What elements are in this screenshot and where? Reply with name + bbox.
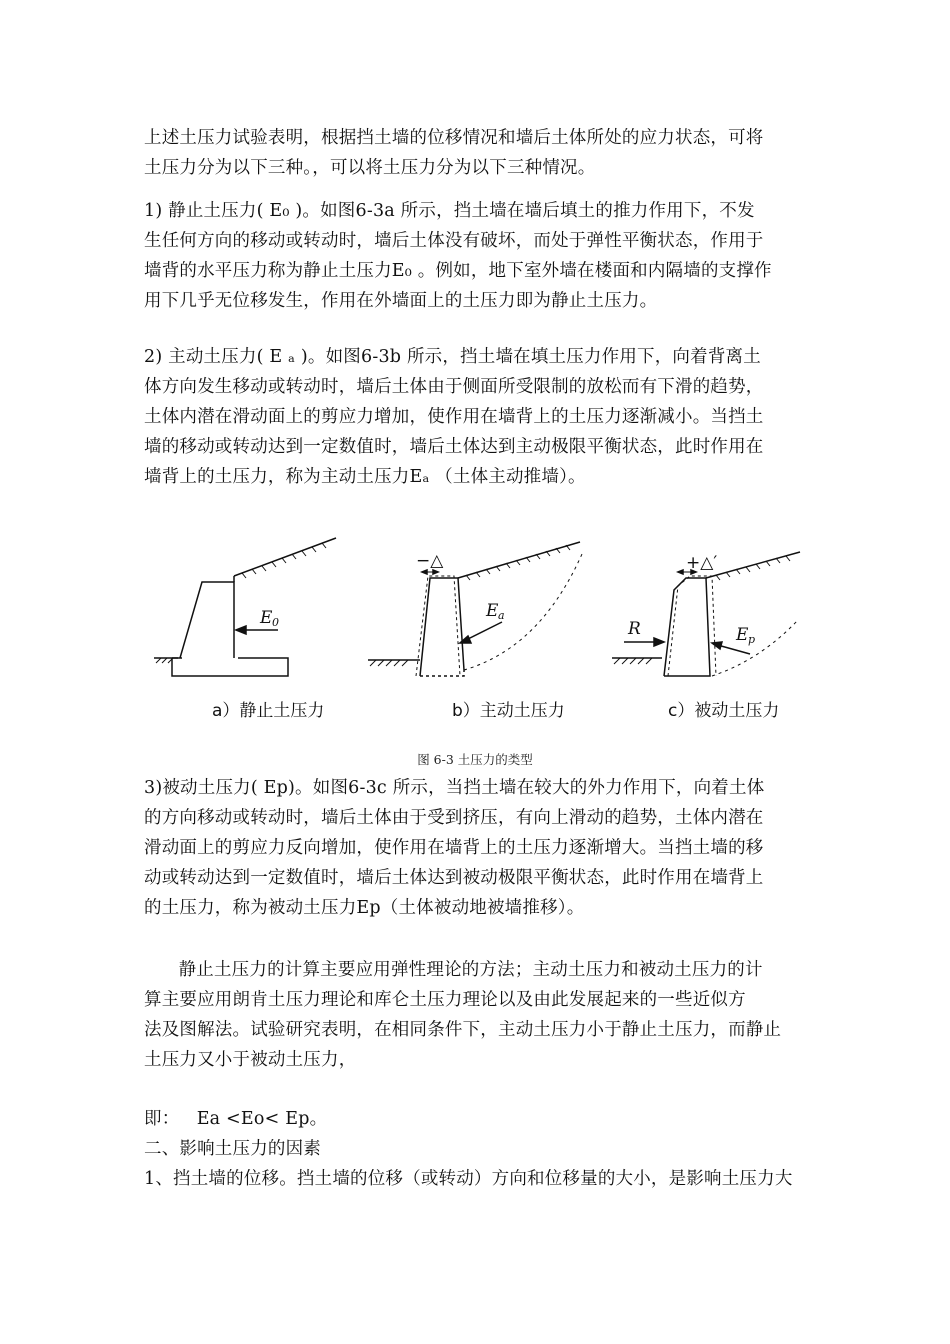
panel-a-label: a）静止土压力: [212, 701, 325, 721]
paragraph-influencing-factors: [144, 1104, 812, 1194]
panel-b-label: b）主动土压力: [452, 701, 565, 721]
text-line: 静止土压力的计算主要应用弹性理论的方法；主动土压力和被动土压力的计: [144, 960, 763, 980]
text-line: 算主要应用朗肯土压力理论和库仑土压力理论以及由此发展起来的一些近似方: [144, 990, 746, 1010]
force-label-r: R: [628, 619, 641, 639]
text-line: 动或转动达到一定数值时，墙后土体达到被动极限平衡状态，此时作用在墙背上: [144, 868, 764, 888]
text-line: 墙的移动或转动达到一定数值时，墙后土体达到主动极限平衡状态，此时作用在: [144, 437, 764, 457]
text-line: 的方向移动或转动时，墙后土体由于受到挤压，有向上滑动的趋势，土体内潜在: [144, 808, 764, 828]
earth-pressure-types-figure: [150, 530, 810, 730]
panel-a-at-rest: [154, 538, 336, 676]
force-label-e0-sub: 0: [272, 616, 279, 629]
text-line: 体方向发生移动或转动时，墙后土体由于侧面所受限制的放松而有下滑的趋势，: [144, 377, 764, 397]
force-label-ea-sub: a: [498, 609, 505, 622]
paragraph-calculation-methods: [144, 955, 812, 1075]
text-line: 1) 静止土压力( E₀ )。如图6-3a 所示，挡土墙在墙后填土的推力作用下，不发: [144, 201, 755, 221]
text-line: 法及图解法。试验研究表明，在相同条件下，主动土压力小于静止土压力，而静止: [144, 1020, 782, 1040]
text-line: 即： Ea <Eo< Ep。: [144, 1109, 328, 1129]
text-line: 滑动面上的剪应力反向增加，使作用在墙背上的土压力逐渐增大。当挡土墙的移: [144, 838, 764, 858]
text-line: 土体内潜在滑动面上的剪应力增加，使作用在墙背上的土压力逐渐减小。当挡土: [144, 407, 764, 427]
panel-c-label: c）被动土压力: [668, 701, 780, 721]
text-line: 土压力分为以下三种。，可以将土压力分为以下三种情况。: [144, 158, 596, 178]
paragraph-intro: [144, 123, 812, 183]
delta-plus-label: +△′: [686, 553, 718, 573]
force-label-e0: E: [260, 608, 273, 628]
text-line: 用下几乎无位移发生，作用在外墙面上的土压力即为静止土压力。: [144, 291, 658, 311]
panel-b-active: [368, 542, 582, 676]
text-line: 土压力又小于被动土压力，: [144, 1050, 357, 1070]
force-label-ep-sub: p: [748, 633, 756, 646]
text-line: 墙背的水平压力称为静止土压力E₀ 。例如，地下室外墙在楼面和内隔墙的支撑作: [144, 261, 772, 281]
text-line: 生任何方向的移动或转动时，墙后土体没有破坏，而处于弹性平衡状态，作用于: [144, 231, 764, 251]
text-line: 的土压力，称为被动土压力Ep（土体被动地被墙推移）。: [144, 898, 585, 918]
force-label-ea: E: [486, 601, 499, 621]
figure-caption: 图 6-3 土压力的类型: [417, 752, 533, 767]
paragraph-passive-pressure: [144, 773, 812, 923]
text-line: 3)被动土压力( Ep)。如图6-3c 所示，当挡土墙在较大的外力作用下，向着土体: [144, 778, 765, 798]
paragraph-at-rest-pressure: [144, 196, 812, 316]
text-line: 上述土压力试验表明，根据挡土墙的位移情况和墙后土体所处的应力状态，可将: [144, 128, 764, 148]
text-line: 2) 主动土压力( E ₐ )。如图6-3b 所示，挡土墙在填土压力作用下，向着背离土: [144, 347, 761, 367]
force-label-ep: E: [736, 625, 749, 645]
text-line: 墙背上的土压力，称为主动土压力Eₐ （土体主动推墙）。: [144, 467, 586, 487]
text-line: 1、挡土墙的位移。挡土墙的位移（或转动）方向和位移量的大小，是影响土压力大: [144, 1169, 793, 1189]
paragraph-active-pressure: [144, 342, 812, 492]
delta-minus-label: −△: [416, 551, 444, 571]
section-heading: 二、影响土压力的因素: [144, 1139, 321, 1159]
